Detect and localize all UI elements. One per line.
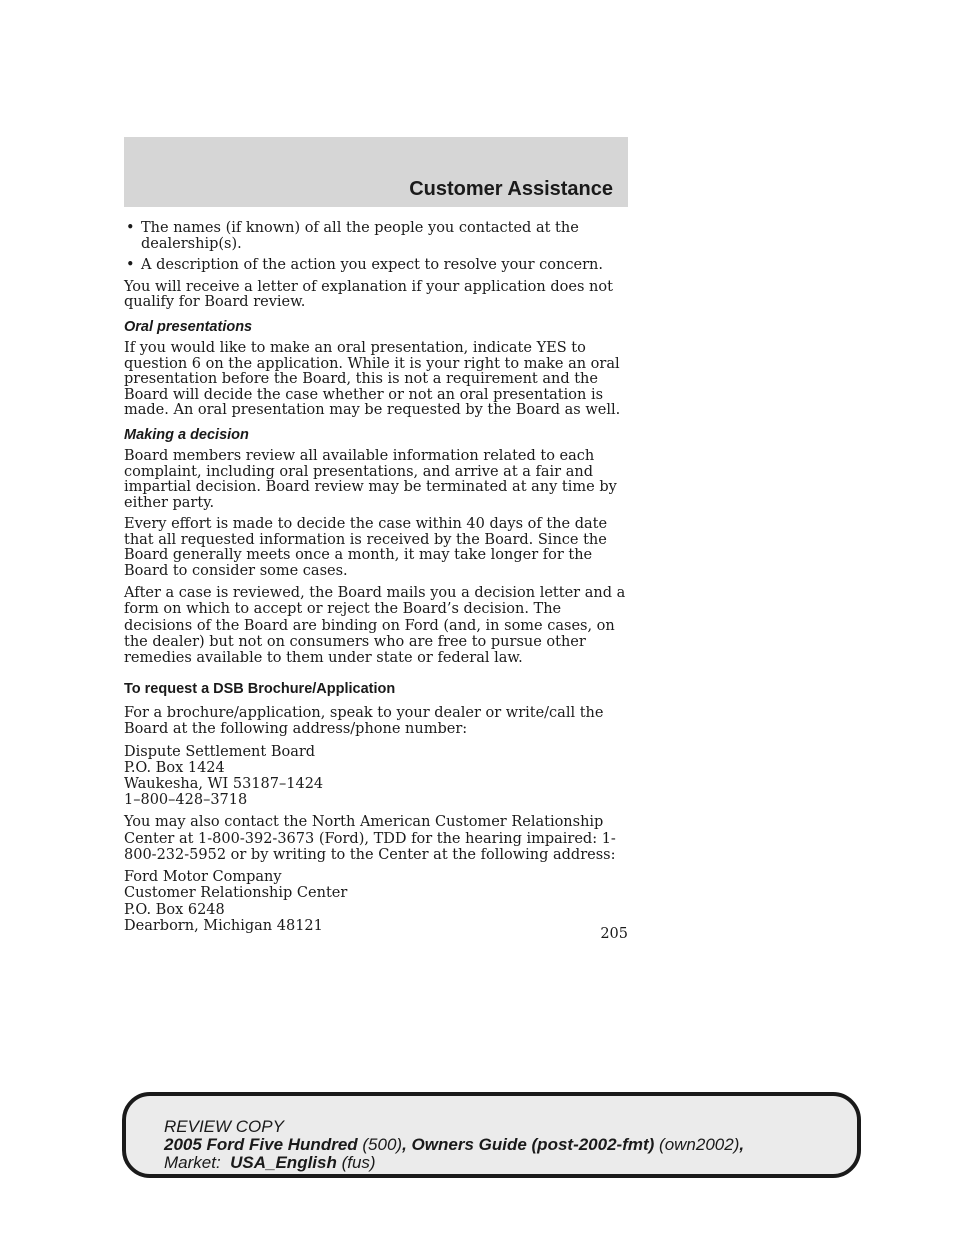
review-label: REVIEW COPY (164, 1117, 284, 1136)
decision-paragraph: Board members review all available information related to each complaint, including oral presentations, and arrive at a fair and impartial decision. Board review may be terminated at any time by either party. (124, 448, 617, 511)
review-copy-box (122, 1092, 861, 1178)
bullet-text: A description of the action you expect to resolve your concern. (141, 257, 603, 273)
bullet-icon: • (126, 257, 135, 273)
dsb-address (124, 744, 628, 809)
market-label: Market: (164, 1153, 231, 1172)
address-line: Ford Motor Company (124, 869, 282, 886)
guide-name: Owners Guide (post-2002-fmt) (411, 1135, 655, 1154)
review-copy-text (164, 1118, 744, 1172)
contact-paragraph: You may also contact the North American Customer Relationship Center at 1-800-392-3673 (Ford), TDD for the hearing impaired: 1-800-232-5952 or by writing to the Center at the following address: (124, 814, 616, 863)
section-header-band (124, 137, 628, 207)
guide-code: (own2002) (654, 1135, 740, 1154)
model-code: (500) (357, 1135, 403, 1154)
oral-heading: Oral presentations (124, 318, 253, 335)
letter-paragraph: You will receive a letter of explanation if your application does not qualify for Board review. (124, 278, 613, 310)
separator: , (739, 1135, 745, 1154)
bullet-icon: • (126, 220, 135, 236)
page-number: 205 (600, 926, 628, 942)
address-line: Dispute Settlement Board (124, 743, 316, 760)
address-line: Customer Relationship Center (124, 885, 348, 902)
address-line: P.O. Box 6248 (124, 901, 225, 918)
decision-heading: Making a decision (124, 426, 249, 443)
page-content (124, 221, 628, 940)
request-heading: To request a DSB Brochure/Application (124, 681, 396, 698)
separator: , (402, 1135, 412, 1154)
market-value: USA_English (230, 1153, 337, 1172)
request-intro: For a brochure/application, speak to your dealer or write/call the Board at the following address/phone number: (124, 704, 604, 738)
address-line: Waukesha, WI 53187–1424 (124, 775, 324, 792)
model-name: 2005 Ford Five Hundred (164, 1135, 358, 1154)
ford-address (124, 869, 628, 934)
address-line: Dearborn, Michigan 48121 (124, 917, 323, 934)
oral-paragraph: If you would like to make an oral presentation, indicate YES to question 6 on the application. While it is your right to make an oral presentation before the Board, this is not a requirement and the Board will decide the case whether or not an oral presentation is made. An oral presentation may be requested by the Board as well. (124, 340, 621, 418)
section-title: Customer Assistance (409, 178, 613, 200)
decision-paragraph: After a case is reviewed, the Board mails you a decision letter and a form on which to accept or reject the Board’s decision. The decisions of the Board are binding on Ford (and, in some cases, on the dealer) but not on consumers who are free to pursue other remedies available to them under state or federal law. (124, 585, 626, 667)
bullet-item (124, 221, 628, 252)
decision-paragraph: Every effort is made to decide the case within 40 days of the date that all requested information is received by the Board. Since the Board generally meets once a month, it may take longer for the Board to consider some cases. (124, 516, 608, 579)
bullet-item (124, 258, 628, 274)
bullet-text: The names (if known) of all the people you contacted at the dealership(s). (141, 220, 579, 252)
address-line: P.O. Box 1424 (124, 759, 225, 776)
phone-number: 1–800–428–3718 (124, 792, 248, 809)
market-code: (fus) (336, 1153, 376, 1172)
